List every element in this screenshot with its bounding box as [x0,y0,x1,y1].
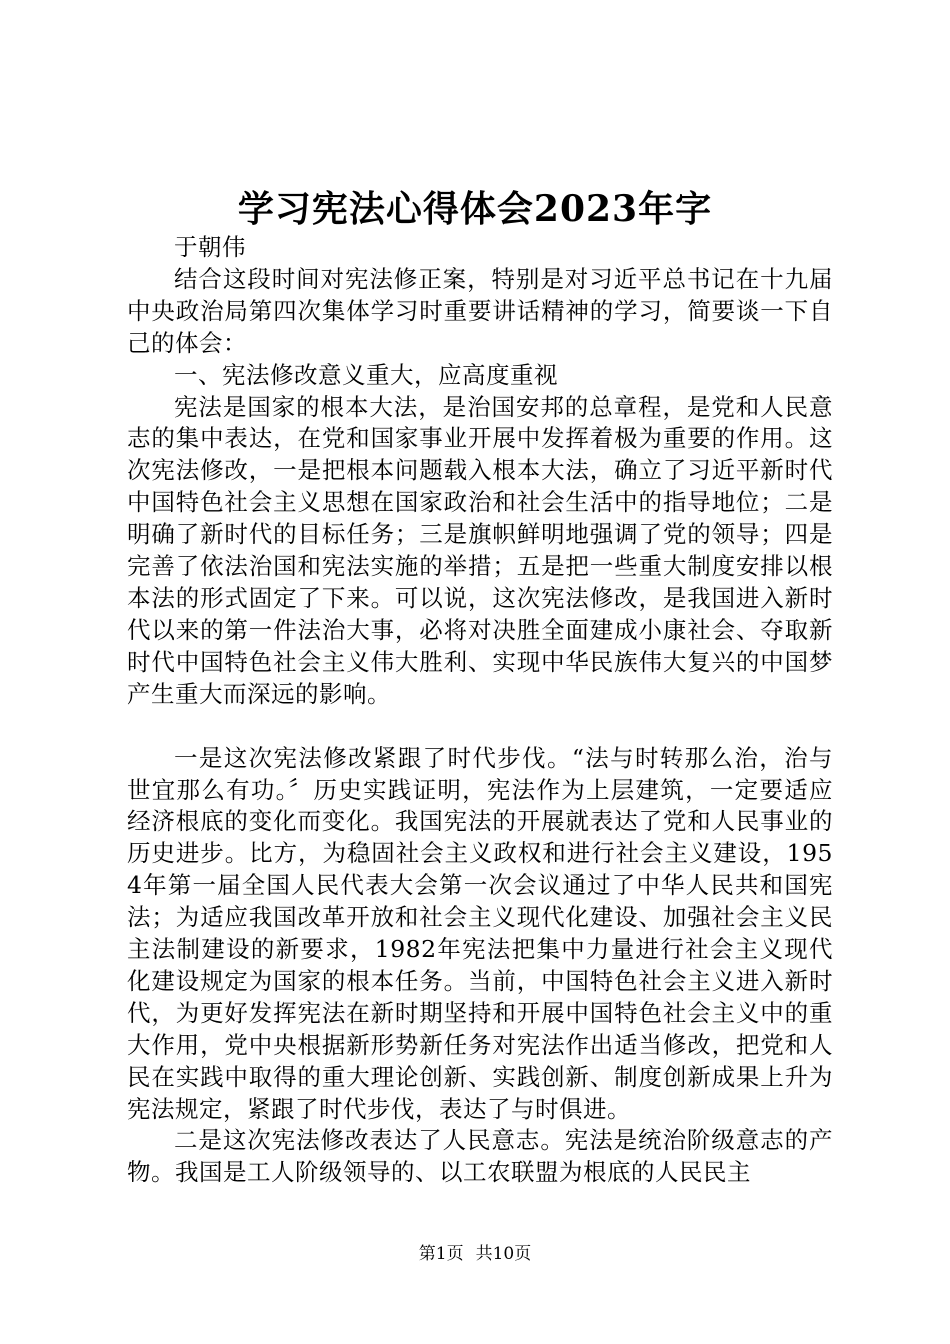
document-title: 学习宪法心得体会2023年字 [237,188,713,230]
paragraph-point-one: 一是这次宪法修改紧跟了时代步伐。“法与时转那么治，治与世宜那么有功。〞历史实践证明，宪法作为上层建筑，一定要适应经济根底的变化而变化。我国宪法的开展就表达了党和人民事业的历史进步。比方，为稳固社会主义政权和进行社会主义建设，1954年第一届全国人民代表大会第一次会议通过了中华人民共和国宪法；为适应我国改革开放和社会主义现代化建设、加强社会主义民主法制建设的新要求，1982年宪法把集中力量进行社会主义现代化建设规定为国家的根本任务。当前，中国特色社会主义进入新时代，为更好发挥宪法在新时期坚持和开展中国特色社会主义中的重大作用，党中央根据新形势新任务对宪法作出适当修改，把党和人民在实践中取得的重大理论创新、实践创新、制度创新成果上升为宪法规定，紧跟了时代步伐，表达了与时俱进。 [127,743,833,1123]
section-heading: 一、宪法修改意义重大，应高度重视 [174,360,558,389]
page-number: 第1页 [418,1244,464,1264]
page-total: 共10页 [475,1244,532,1264]
paragraph-intro: 结合这段时间对宪法修正案，特别是对习近平总书记在十九届中央政治局第四次集体学习时重要讲话精神的学习，简要谈一下自己的体会： [127,264,833,357]
document-body [127,232,833,1189]
paragraph-significance: 宪法是国家的根本大法，是治国安邦的总章程，是党和人民意志的集中表达，在党和国家事业开展中发挥着极为重要的作用。这次宪法修改，一是把根本问题载入根本大法，确立了习近平新时代中国特色社会主义思想在国家政治和社会生活中的指导地位；二是明确了新时代的目标任务；三是旗帜鲜明地强调了党的领导；四是完善了依法治国和宪法实施的举措；五是把一些重大制度安排以根本法的形式固定了下来。可以说，这次宪法修改，是我国进入新时代以来的第一件法治大事，必将对决胜全面建成小康社会、夺取新时代中国特色社会主义伟大胜利、实现中华民族伟大复兴的中国梦产生重大而深远的影响。 [127,392,833,708]
paragraph-point-two: 二是这次宪法修改表达了人民意志。宪法是统治阶级意志的产物。我国是工人阶级领导的、以工农联盟为根底的人民民主 [127,1126,833,1187]
author-line: 于朝伟 [174,233,246,261]
page-footer [0,1242,950,1266]
